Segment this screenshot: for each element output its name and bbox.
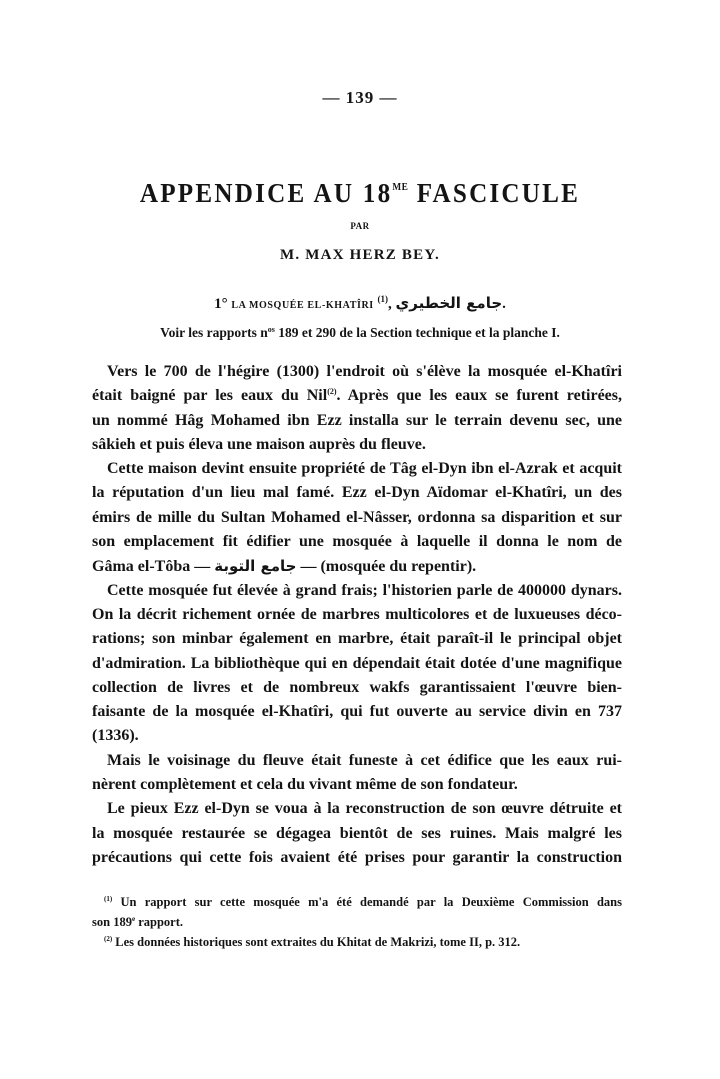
body-line: Cette mosquée fut élevée à grand frais; l'historien parle de 400000 dynars. bbox=[107, 581, 622, 599]
section-heading bbox=[0, 294, 720, 313]
footnote-mark: (1) bbox=[104, 895, 113, 903]
body-line: Vers le 700 de l'hégire (1300) l'endroit où s'élève la mosquée el-Khatîri bbox=[107, 363, 622, 380]
arabic-gama-el-toba: جامع التوبة bbox=[214, 557, 297, 576]
title-end: FASCICULE bbox=[408, 178, 581, 208]
body-line: la mosquée restaurée se dégagea bientôt de ses ruines. Mais malgré les bbox=[92, 824, 622, 842]
body-line: Mais le voisinage du fleuve était funeste à cet édifice que les eaux rui- bbox=[107, 751, 622, 769]
footnote-2: $^{(2)}$ Les données historiques sont extraites du Khitat de Makrizi, tome II, p. 312. bbox=[104, 934, 521, 949]
reference-text-b: 189 et 290 de la Section technique et la planche I. bbox=[274, 325, 560, 340]
footnote-1: $^{(1)}$ Un rapport sur cette mosquée m'a été demandé par la Deuxième Commission dans bbox=[104, 895, 622, 909]
body-line: était baigné par les eaux du Nil$^{(2)}$. Après que les eaux se furent retirées, bbox=[92, 387, 622, 405]
section-period: . bbox=[502, 296, 506, 312]
body-line: la réputation d'un lieu mal famé. Ezz el-Dyn Aïdomar el-Khatîri, un des bbox=[92, 484, 622, 502]
body-line: nèrent complètement et cela du vivant même de son fondateur. bbox=[92, 776, 518, 794]
reference-line bbox=[0, 325, 720, 341]
body-line: Cette maison devint ensuite propriété de Tâg el-Dyn ibn el-Azrak et acquit bbox=[107, 460, 622, 478]
body-line: collection de livres et de nombreux wakfs garantissaient l'œuvre bien- bbox=[92, 678, 622, 696]
footnote-ref: (2) bbox=[327, 387, 337, 397]
section-footnote-ref: (1) bbox=[377, 294, 389, 304]
body-line: Gâma el-Tôba — جامع التوبة — (mosquée du repentir). bbox=[92, 557, 477, 576]
title-main: APPENDICE AU 18 bbox=[139, 178, 393, 208]
body-line: faisante de la mosquée el-Khatîri, qui fut ouverte au service divin en 737 bbox=[92, 703, 622, 721]
title-superscript: ME bbox=[392, 182, 409, 193]
author-name: M. MAX HERZ BEY. bbox=[280, 247, 440, 263]
body-line: Le pieux Ezz el-Dyn se voua à la reconstruction de son œuvre détruite et bbox=[107, 800, 622, 818]
par-label: PAR bbox=[350, 221, 370, 231]
footnote-mark: (2) bbox=[104, 934, 113, 943]
body-line: émirs de mille du Sultan Mohamed el-Nâsser, ordonna sa disparition et sur bbox=[92, 508, 622, 526]
reference-text-a: Voir les rapports n bbox=[160, 325, 268, 340]
body-line: sâkieh et puis éleva une maison auprès du fleuve. bbox=[92, 435, 426, 453]
body-line: On la décrit richement ornée de marbres multicolores et de luxueuses déco- bbox=[92, 605, 622, 623]
body-line: rations; son minbar également en marbre, était paraît-il le principal objet bbox=[92, 630, 622, 648]
body-line: d'admiration. La bibliothèque qui en dépendait était dotée d'une magnifique bbox=[92, 654, 622, 672]
section-name: LA MOSQUÉE EL-KHATÎRI bbox=[231, 300, 374, 311]
appendix-title bbox=[25, 178, 695, 209]
page-number: — 139 — bbox=[322, 88, 398, 107]
body-line: un nommé Hâg Mohamed ibn Ezz installa sur le terrain devenu sec, une bbox=[92, 411, 622, 429]
reference-superscript: os bbox=[267, 325, 275, 334]
body-text bbox=[92, 360, 622, 870]
section-arabic-name: جامع الخطيري bbox=[395, 294, 503, 312]
ordinal-superscript: e bbox=[131, 914, 136, 923]
footnotes bbox=[92, 893, 622, 952]
body-line: son emplacement fit édifier une mosquée à laquelle il donna le nom de bbox=[92, 533, 622, 551]
footnote-1-continued: son 189e rapport. bbox=[92, 914, 183, 929]
section-comma: , bbox=[388, 296, 392, 312]
section-number: 1° bbox=[214, 296, 228, 312]
body-line: précautions qui cette fois avaient été prises pour garantir la construction bbox=[92, 848, 622, 866]
body-line: (1336). bbox=[92, 727, 139, 745]
